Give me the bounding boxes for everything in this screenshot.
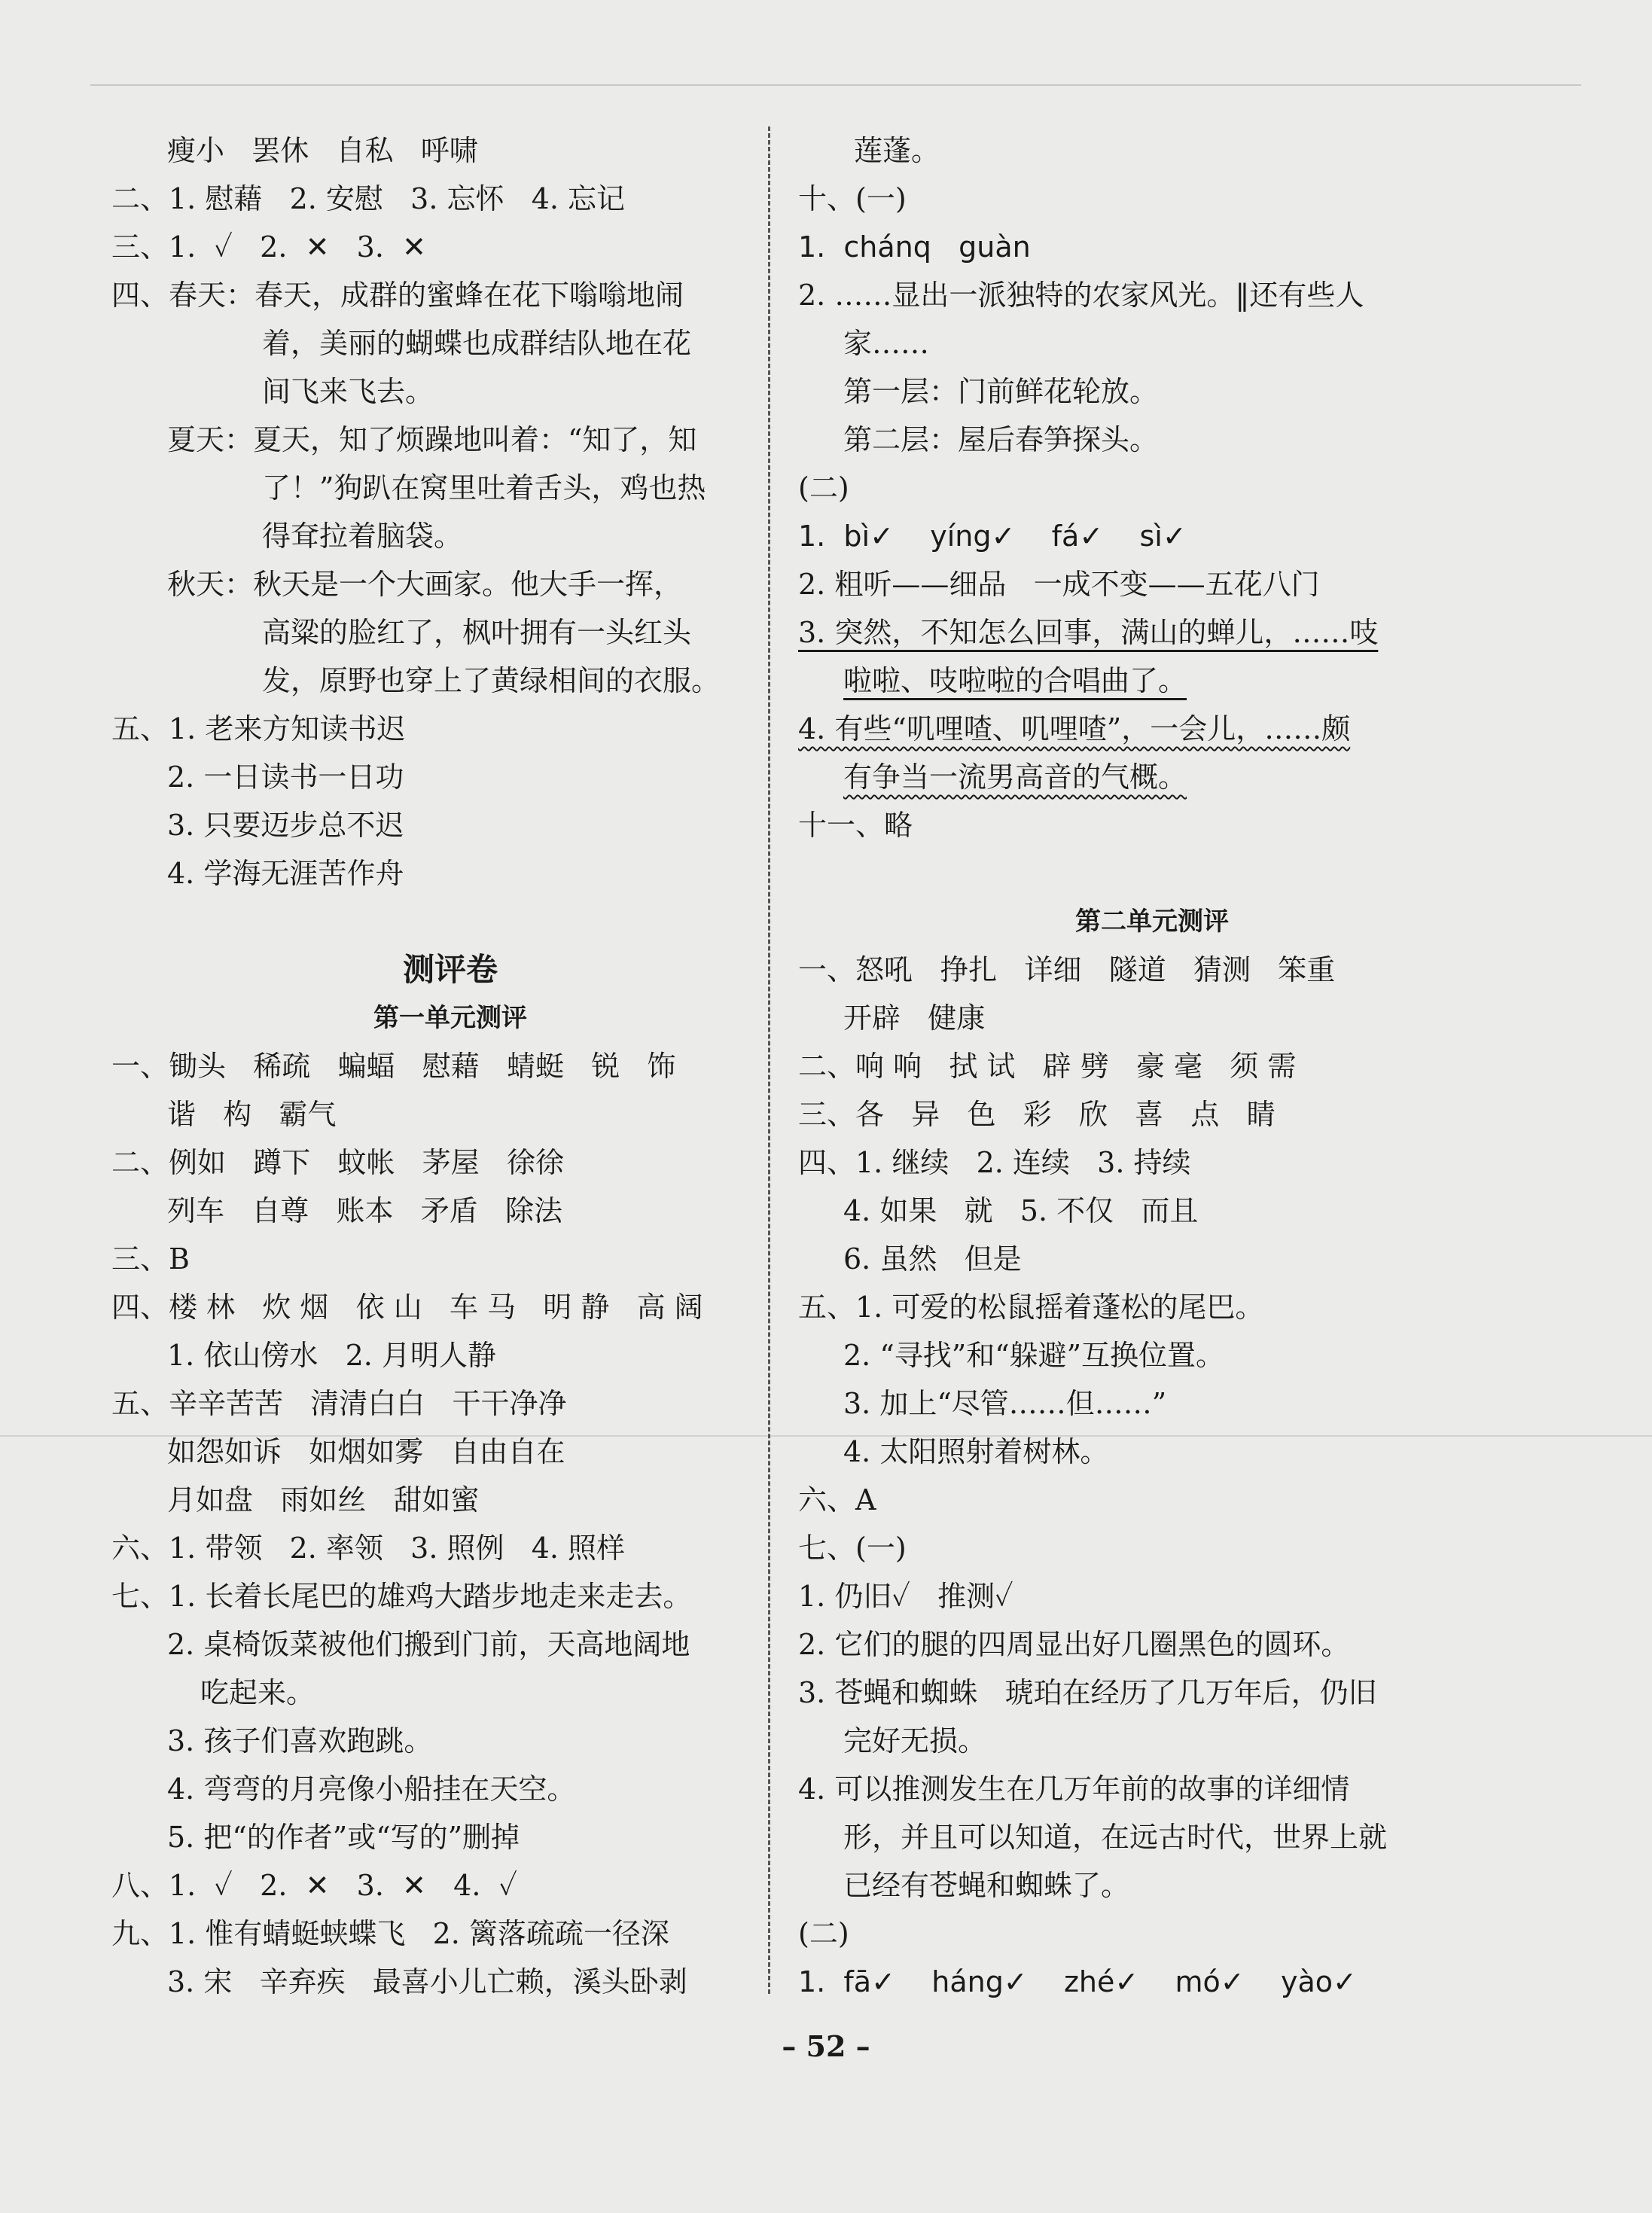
- right-line: 完好无损。: [843, 1724, 987, 1757]
- left-line: 瘦小 罢休 自私 呼啸: [167, 134, 478, 167]
- right-line: 有争当一流男高音的气概。: [843, 761, 1187, 794]
- page-number: – 52 –: [782, 2029, 870, 2063]
- left-line: 夏天：夏天，知了烦躁地叫着：“知了，知: [167, 423, 697, 456]
- left-line: 三、1. ✓ 2. ✕ 3. ✕: [111, 230, 426, 264]
- right-line: 4. 可以推测发生在几万年前的故事的详细情: [798, 1773, 1350, 1806]
- left-line: 秋天：秋天是一个大画家。他大手一挥，: [167, 568, 683, 601]
- left-line: 3. 只要迈步总不迟: [167, 809, 404, 842]
- left-line: [111, 898, 789, 946]
- right-line: 4. 太阳照射着树林。: [843, 1435, 1109, 1468]
- right-line: 莲蓬。: [854, 134, 940, 167]
- left-line: 2. 一日读书一日功: [167, 761, 404, 794]
- right-line: 家……: [843, 327, 930, 360]
- right-line: 啦啦、吱啦啦的合唱曲了。: [843, 664, 1187, 697]
- left-line: 五、辛辛苦苦 清清白白 干干净净: [111, 1387, 567, 1420]
- right-line: (二): [798, 1917, 849, 1950]
- left-column: [111, 127, 789, 2006]
- left-line: 八、1. ✓ 2. ✕ 3. ✕ 4. ✓: [111, 1869, 518, 1902]
- top-rule: [90, 84, 1581, 86]
- right-line: 4. 如果 就 5. 不仅 而且: [843, 1194, 1199, 1227]
- right-line: 一、怒吼 挣扎 详细 隧道 猜测 笨重: [798, 953, 1336, 986]
- left-line: 二、1. 慰藉 2. 安慰 3. 忘怀 4. 忘记: [111, 182, 626, 215]
- left-line: 着，美丽的蝴蝶也成群结队地在花: [262, 327, 692, 360]
- right-line: 3. 突然，不知怎么回事，满山的蝉儿，……吱: [798, 616, 1379, 649]
- right-column: [798, 127, 1506, 2006]
- left-line: 第一单元测评: [373, 1003, 527, 1033]
- right-line: 3. 苍蝇和蜘蛛 琥珀在经历了几万年后，仍旧: [798, 1676, 1377, 1709]
- left-line: 3. 孩子们喜欢跑跳。: [167, 1724, 433, 1757]
- right-line: 3. 加上“尽管……但……”: [843, 1387, 1167, 1420]
- left-line: 测评卷: [402, 951, 498, 988]
- right-line: 七、(一): [798, 1532, 907, 1565]
- right-line: 第一层：门前鲜花轮放。: [843, 375, 1159, 408]
- right-line: 二、响 响 拭 试 辟 劈 豪 毫 须 需: [798, 1050, 1297, 1083]
- left-line: 4. 学海无涯苦作舟: [167, 857, 404, 890]
- right-line: 4. 有些“叽哩喳、叽哩喳”，一会儿，……颇: [798, 712, 1351, 745]
- left-line: 高粱的脸红了，枫叶拥有一头红头: [262, 616, 692, 649]
- right-line: [798, 849, 1506, 898]
- right-line: 6. 虽然 但是: [843, 1242, 1022, 1276]
- left-line: 4. 弯弯的月亮像小船挂在天空。: [167, 1773, 576, 1806]
- left-line: 5. 把“的作者”或“写的”删掉: [167, 1821, 520, 1854]
- right-line: 1. fā✓ háng✓ zhé✓ mó✓ yào✓: [798, 1965, 1357, 1998]
- left-line: 四、楼 林 炊 烟 依 山 车 马 明 静 高 阔: [111, 1291, 703, 1324]
- right-line: 第二单元测评: [1075, 907, 1229, 937]
- left-line: 二、例如 蹲下 蚊帐 茅屋 徐徐: [111, 1146, 564, 1179]
- left-line: 得耷拉着脑袋。: [262, 520, 463, 553]
- right-line: 1. 仍旧✓ 推测✓: [798, 1580, 1013, 1613]
- right-line: 2. 它们的腿的四周显出好几圈黑色的圆环。: [798, 1628, 1350, 1661]
- left-line: 七、1. 长着长尾巴的雄鸡大踏步地走来走去。: [111, 1580, 692, 1613]
- left-line: 1. 依山傍水 2. 月明人静: [167, 1339, 496, 1372]
- right-line: 四、1. 继续 2. 连续 3. 持续: [798, 1146, 1191, 1179]
- left-line: 发，原野也穿上了黄绿相间的衣服。: [262, 664, 721, 697]
- right-line: 1. bì✓ yíng✓ fá✓ sì✓: [798, 520, 1187, 553]
- right-line: 形，并且可以知道，在远古时代，世界上就: [843, 1821, 1388, 1854]
- right-line: 第二层：屋后春笋探头。: [843, 423, 1159, 456]
- left-line: 九、1. 惟有蜻蜓蛱蝶飞 2. 篱落疏疏一径深: [111, 1917, 669, 1950]
- left-line: 五、1. 老来方知读书迟: [111, 712, 406, 745]
- right-line: 已经有苍蝇和蜘蛛了。: [843, 1869, 1130, 1902]
- left-line: 了！”狗趴在窝里吐着舌头，鸡也热: [262, 471, 706, 504]
- left-line: 四、春天：春天，成群的蜜蜂在花下嗡嗡地闹: [111, 279, 684, 312]
- left-line: 列车 自尊 账本 矛盾 除法: [167, 1194, 562, 1227]
- right-line: 十一、略: [798, 809, 913, 842]
- left-line: 六、1. 带领 2. 率领 3. 照例 4. 照样: [111, 1532, 626, 1565]
- left-line: 3. 宋 辛弃疾 最喜小儿亡赖，溪头卧剥: [167, 1965, 687, 1998]
- right-line: 六、A: [798, 1483, 876, 1516]
- right-line: 2. 粗听——细品 一成不变——五花八门: [798, 568, 1320, 601]
- left-line: 2. 桌椅饭菜被他们搬到门前，天高地阔地: [167, 1628, 690, 1661]
- right-line: 2. ……显出一派独特的农家风光。‖还有些人: [798, 279, 1364, 312]
- left-line: 月如盘 雨如丝 甜如蜜: [167, 1483, 480, 1516]
- right-line: (二): [798, 471, 849, 504]
- right-line: 三、各 异 色 彩 欣 喜 点 睛: [798, 1098, 1276, 1131]
- left-line: 谐 构 霸气: [167, 1098, 337, 1131]
- left-line: 一、锄头 稀疏 蝙蝠 慰藉 蜻蜓 锐 饰: [111, 1050, 676, 1083]
- right-line: 五、1. 可爱的松鼠摇着蓬松的尾巴。: [798, 1291, 1264, 1324]
- right-line: 2. “寻找”和“躲避”互换位置。: [843, 1339, 1225, 1372]
- right-line: 1. chánq guàn: [798, 230, 1031, 264]
- left-line: 间飞来飞去。: [262, 375, 434, 408]
- left-line: 如怨如诉 如烟如雾 自由自在: [167, 1435, 565, 1468]
- right-line: 十、(一): [798, 182, 907, 215]
- left-line: 三、B: [111, 1242, 190, 1276]
- left-line: 吃起来。: [200, 1676, 315, 1709]
- right-line: 开辟 健康: [843, 1001, 986, 1035]
